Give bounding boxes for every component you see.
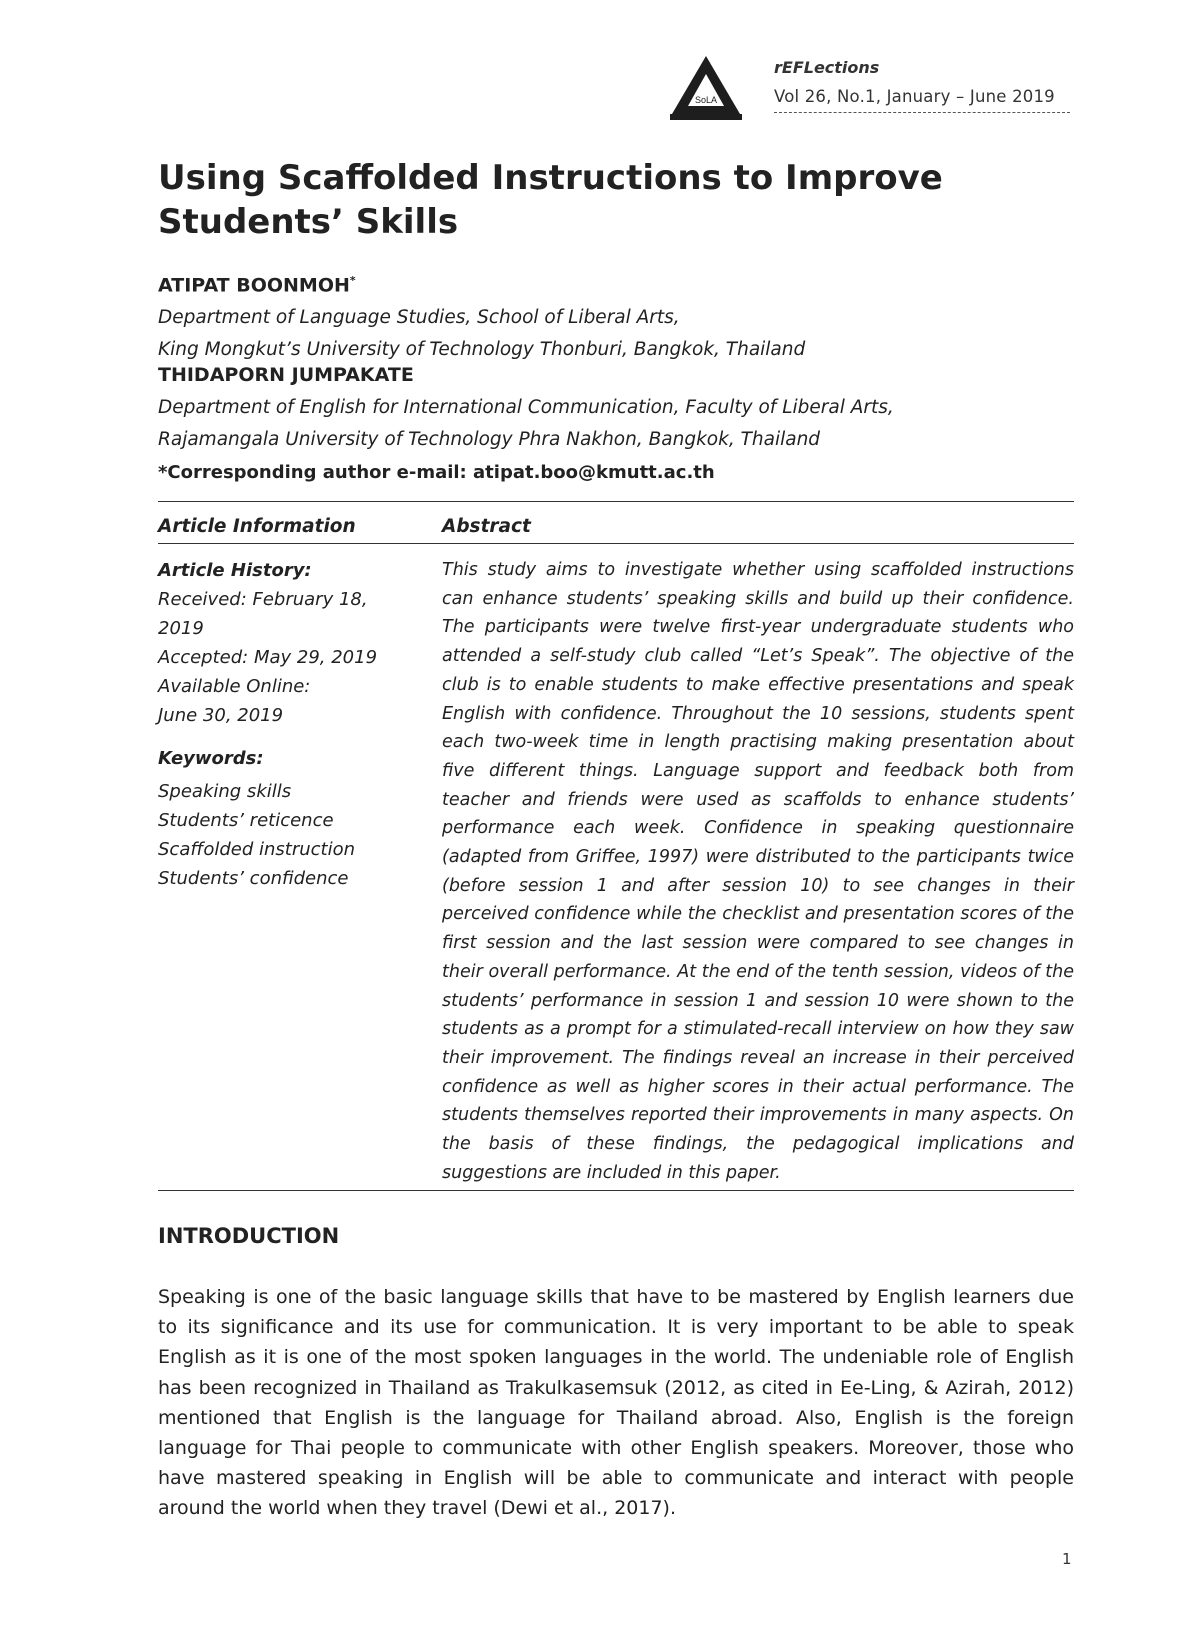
section-heading: INTRODUCTION xyxy=(158,1224,340,1248)
corresponding-author: *Corresponding author e-mail: atipat.boo@kmutt.ac.th xyxy=(158,462,715,483)
logo-text: SoLA xyxy=(694,95,718,105)
accepted-date: Accepted: May 29, 2019 xyxy=(158,647,378,668)
journal-name: rEFLections xyxy=(774,58,880,77)
keyword: Students’ confidence xyxy=(158,868,349,889)
keyword: Students’ reticence xyxy=(158,810,334,831)
journal-volume: Vol 26, No.1, January – June 2019 xyxy=(774,87,1055,106)
abstract-heading: Abstract xyxy=(442,516,531,537)
article-info xyxy=(158,556,418,893)
header-divider xyxy=(774,112,1070,113)
table-top-rule xyxy=(158,501,1074,502)
keyword: Scaffolded instruction xyxy=(158,839,356,860)
journal-header xyxy=(774,58,1074,113)
available-date: June 30, 2019 xyxy=(158,705,284,726)
author-affiliation: Department of English for International Communication, Faculty of Liberal Arts, Rajamangala University of Technology Phra Nakhon, Bangkok, Thailand xyxy=(158,397,894,450)
keywords-label: Keywords: xyxy=(158,748,264,769)
history-label: Article History: xyxy=(158,560,312,581)
article-info-heading: Article Information xyxy=(158,516,356,537)
introduction-text: Speaking is one of the basic language skills that have to be mastered by English learners due to its significance and its use for communication. It is very important to be able to speak English as it is one of the most spoken languages in the world. The undeniable role of English has been recognized in Thailand as Trakulkasemsuk (2012, as cited in Ee-Ling, & Azirah, 2012) mentioned that English is the language for Thailand abroad. Also, English is the foreign language for Thai people to communicate with other English speakers. Moreover, those who have mastered speaking in English will be able to communicate and interact with people around the world when they travel (Dewi et al., 2017). xyxy=(158,1286,1074,1520)
keyword: Speaking skills xyxy=(158,781,292,802)
author-affiliation: Department of Language Studies, School of Liberal Arts, King Mongkut’s University of Technology Thonburi, Bangkok, Thailand xyxy=(158,307,806,360)
author-name: ATIPAT BOONMOH* xyxy=(158,274,356,297)
available-label: Available Online: xyxy=(158,676,311,697)
table-header-rule xyxy=(158,543,1074,544)
abstract-text: This study aims to investigate whether using scaffolded instructions can enhance students’ speaking skills and build up their confidence. The participants were twelve first-year undergraduate students who attended a self-study club called “Let’s Speak”. The objective of the club is to enable students to make effective presentations and speak English with confidence. Throughout the 10 sessions, students spent each two-week time in length practising making presentation about five different things. Language support and feedback both from teacher and friends were used as scaffolds to enhance students’ performance each week. Confidence in speaking questionnaire (adapted from Griffee, 1997) were distributed to the participants twice (before session 1 and after session 10) to see changes in their perceived confidence while the checklist and presentation scores of the first session and the last session were compared to see changes in their overall performance. At the end of the tenth session, videos of the students’ performance in session 1 and session 10 were shown to the students as a prompt for a stimulated-recall interview on how they saw their improvement. The findings reveal an increase in their perceived confidence as well as higher scores in their actual performance. The students themselves reported their improvements in many aspects. On the basis of these findings, the pedagogical implications and suggestions are included in this paper. xyxy=(442,560,1074,1183)
received-date: Received: February 18, 2019 xyxy=(158,589,368,639)
paper-title: Using Scaffolded Instructions to Improve Students’ Skills xyxy=(158,158,943,242)
keyword-list xyxy=(158,777,418,893)
author-name: THIDAPORN JUMPAKATE xyxy=(158,364,414,386)
table-bottom-rule xyxy=(158,1190,1074,1191)
journal-logo xyxy=(666,52,746,124)
page-number: 1 xyxy=(1062,1550,1072,1568)
